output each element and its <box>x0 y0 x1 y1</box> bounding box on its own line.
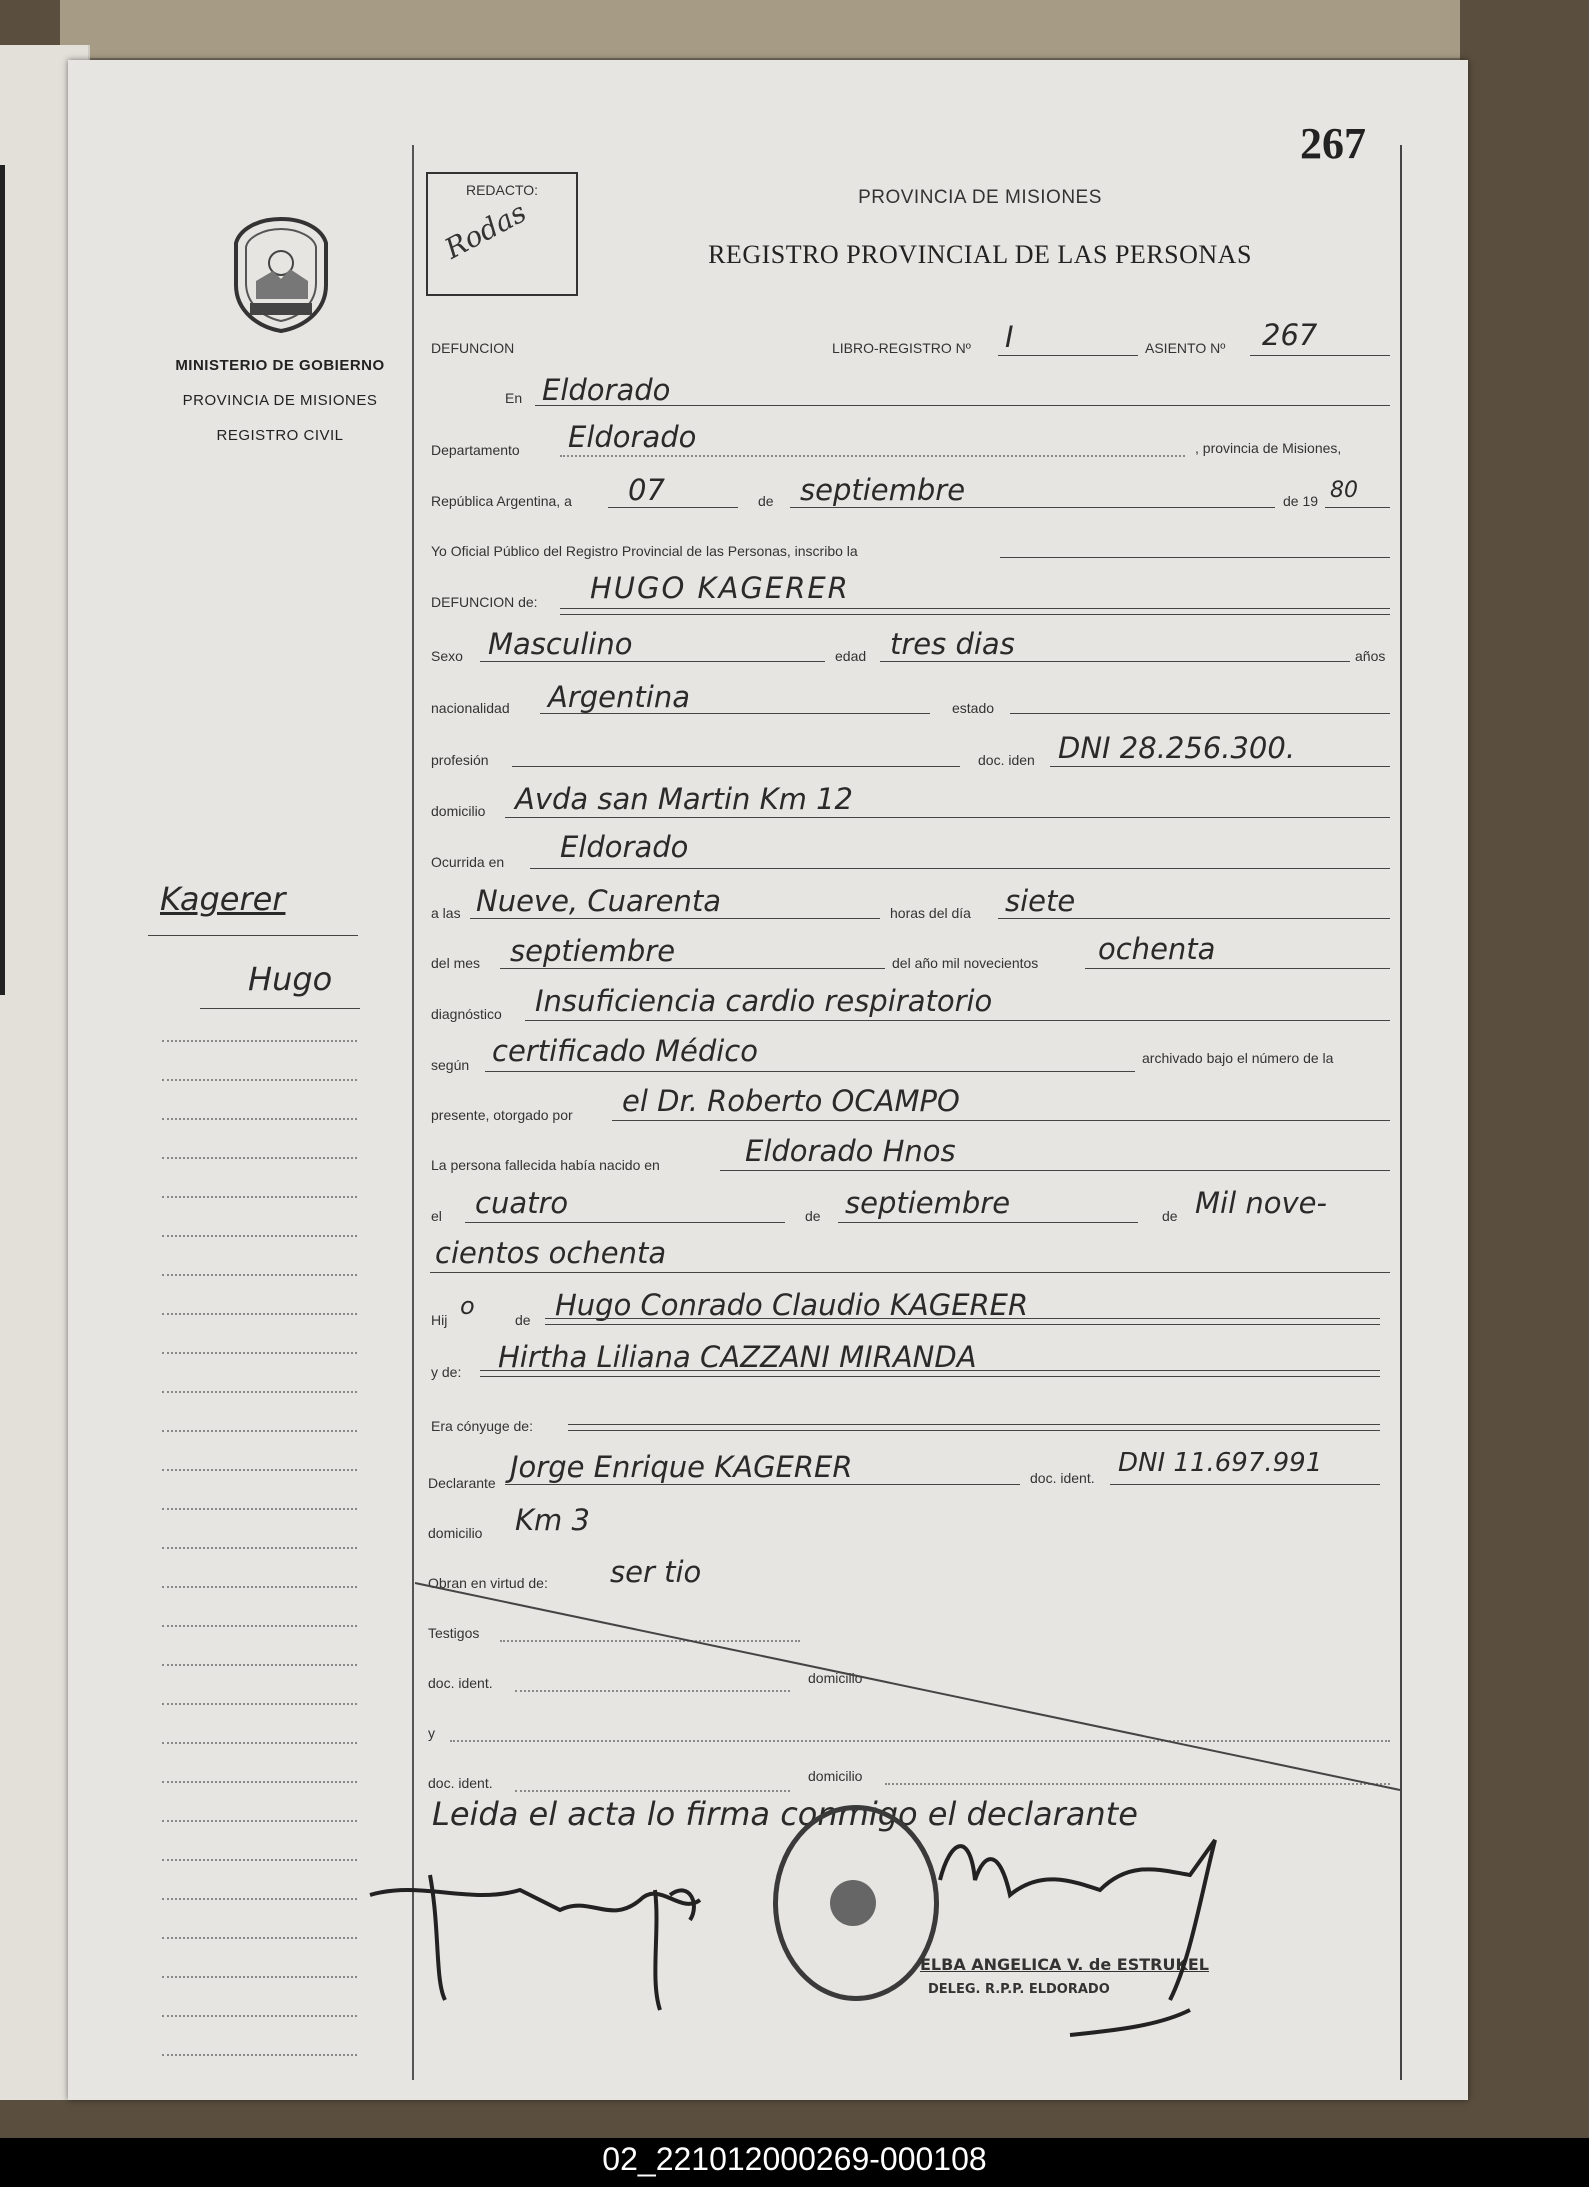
value-mes: septiembre <box>800 473 966 507</box>
value-nacido-en: Eldorado Hnos <box>745 1134 956 1168</box>
label-ocurrida: Ocurrida en <box>431 854 505 870</box>
value-dia: 07 <box>628 473 665 507</box>
label-a-las: a las <box>431 905 461 921</box>
margin-surname: Kagerer <box>160 880 286 918</box>
value-nac-mes: septiembre <box>845 1186 1011 1220</box>
image-caption: 02_221012000269-000108 <box>602 2141 987 2177</box>
value-doc: DNI 28.256.300. <box>1058 731 1296 765</box>
label-profesion: profesión <box>431 752 489 768</box>
value-nombre: HUGO KAGERER <box>590 571 850 605</box>
value-nacionalidad: Argentina <box>548 680 690 714</box>
value-ano-texto: ochenta <box>1098 932 1216 966</box>
value-nac-dia: cuatro <box>475 1186 569 1220</box>
label-presente: presente, otorgado por <box>431 1107 573 1123</box>
header-province: PROVINCIA DE MISIONES <box>858 187 1102 208</box>
label-nac-de2: de <box>1162 1208 1178 1224</box>
label-nacionalidad: nacionalidad <box>431 700 510 716</box>
label-asiento: ASIENTO Nº <box>1145 340 1226 356</box>
value-en: Eldorado <box>542 373 671 407</box>
ministry-province: PROVINCIA DE MISIONES <box>182 392 378 409</box>
ministry-title: MINISTERIO DE GOBIERNO <box>175 357 385 374</box>
value-dia-texto: siete <box>1005 884 1076 918</box>
label-del-mes: del mes <box>431 955 481 971</box>
redacto-signature: Rodas <box>439 195 532 266</box>
value-departamento: Eldorado <box>568 420 697 454</box>
label-y-de: y de: <box>431 1364 462 1380</box>
label-sexo: Sexo <box>431 648 463 664</box>
value-edad: tres dias <box>890 627 1015 661</box>
label-de: de <box>758 493 774 509</box>
label-segun: según <box>431 1057 470 1073</box>
value-domicilio: Avda san Martin Km 12 <box>515 782 854 816</box>
value-libro: I <box>1005 320 1014 354</box>
stamp-name: ELBA ANGELICA V. de ESTRUKEL <box>920 1955 1209 1974</box>
label-doc-iden: doc. iden <box>978 752 1035 768</box>
redacto-label: REDACTO: <box>465 182 539 198</box>
label-yo-oficial: Yo Oficial Público del Registro Provincial de las Personas, inscribo la <box>431 543 858 559</box>
ministry-registry: REGISTRO CIVIL <box>216 427 344 444</box>
header-registry: REGISTRO PROVINCIAL DE LAS PERSONAS <box>708 240 1252 269</box>
label-diagnostico: diagnóstico <box>431 1006 502 1022</box>
label-anos: años <box>1355 648 1386 664</box>
label-defuncion-de: DEFUNCION de: <box>431 594 538 610</box>
label-republica: República Argentina, a <box>431 493 572 509</box>
declarant-signature-icon <box>370 1875 700 2010</box>
value-hora: Nueve, Cuarenta <box>476 884 722 918</box>
value-nac-ano2: cientos ochenta <box>435 1236 667 1270</box>
label-de-year: de 19 <box>1283 493 1319 509</box>
label-decl-doc: doc. ident. <box>1030 1470 1095 1486</box>
label-declarante: Declarante <box>428 1475 496 1491</box>
value-madre: Hirtha Liliana CAZZANI MIRANDA <box>498 1340 977 1374</box>
label-testigo2-doc: doc. ident. <box>428 1775 493 1791</box>
label-provincia: , provincia de Misiones, <box>1195 440 1342 456</box>
label-obran: Obran en virtud de: <box>428 1575 548 1591</box>
label-hij-de: de <box>515 1312 531 1328</box>
label-libro: LIBRO-REGISTRO Nº <box>832 340 971 356</box>
value-decl-domicilio: Km 3 <box>515 1503 590 1537</box>
label-horas-del-dia: horas del día <box>890 905 971 921</box>
label-el: el <box>431 1208 442 1224</box>
value-year: 80 <box>1330 478 1358 503</box>
label-hij: Hij <box>431 1312 448 1328</box>
value-decl-doc: DNI 11.697.991 <box>1118 1448 1323 1478</box>
label-archivado: archivado bajo el número de la <box>1142 1050 1334 1066</box>
label-en: En <box>505 390 523 406</box>
label-estado: estado <box>952 700 995 716</box>
value-sexo: Masculino <box>488 627 633 661</box>
label-y: y <box>428 1725 435 1741</box>
cancel-diagonal-line <box>415 1583 1400 1790</box>
value-otorgado: el Dr. Roberto OCAMPO <box>622 1084 960 1118</box>
page-number: 267 <box>1300 119 1366 168</box>
label-edad: edad <box>835 648 867 664</box>
value-asiento: 267 <box>1262 318 1318 352</box>
value-padre: Hugo Conrado Claudio KAGERER <box>555 1288 1029 1322</box>
label-domicilio: domicilio <box>431 803 486 819</box>
label-del-ano: del año mil novecientos <box>892 955 1039 971</box>
value-declarante: Jorge Enrique KAGERER <box>510 1450 853 1484</box>
value-nac-ano1: Mil nove- <box>1195 1186 1327 1220</box>
value-segun: certificado Médico <box>492 1034 758 1068</box>
value-ocurrida: Eldorado <box>560 830 689 864</box>
stamp-title: DELEG. R.P.P. ELDORADO <box>928 1982 1110 1997</box>
label-testigo1-doc: doc. ident. <box>428 1675 493 1691</box>
label-conyuge: Era cónyuge de: <box>431 1418 533 1434</box>
label-decl-domicilio: domicilio <box>428 1525 483 1541</box>
label-departamento: Departamento <box>431 442 520 458</box>
label-testigos: Testigos <box>428 1625 480 1641</box>
value-obran: ser tio <box>610 1555 702 1589</box>
label-testigo2-domicilio: domicilio <box>808 1768 863 1784</box>
official-signature-icon <box>940 1840 1215 2035</box>
label-defuncion: DEFUNCION <box>431 340 515 356</box>
value-diagnostico: Insuficiencia cardio respiratorio <box>535 984 993 1018</box>
margin-given-name: Hugo <box>248 960 333 998</box>
label-testigo1-domicilio: domicilio <box>808 1670 863 1686</box>
label-nac-de: de <box>805 1208 821 1224</box>
value-hij-suffix: o <box>460 1292 475 1320</box>
value-mes-texto: septiembre <box>510 934 676 968</box>
label-persona-nacido: La persona fallecida había nacido en <box>431 1157 660 1173</box>
value-closing: Leida el acta lo firma conmigo el declarante <box>432 1795 1138 1833</box>
